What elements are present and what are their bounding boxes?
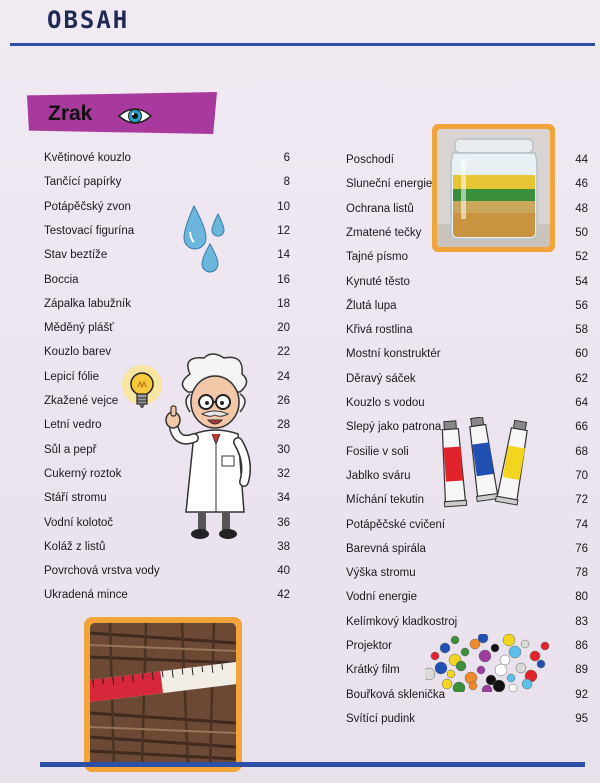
confetti-dot bbox=[516, 663, 526, 673]
confetti-dot bbox=[537, 660, 545, 668]
toc-entry-title: Koláž z listů bbox=[44, 540, 106, 553]
toc-entry[interactable] bbox=[44, 294, 294, 314]
confetti-dot bbox=[530, 651, 540, 661]
toc-entry-title: Zkažené vejce bbox=[44, 395, 119, 407]
confetti-dot bbox=[442, 679, 452, 689]
toc-entry-page: 86 bbox=[575, 640, 588, 652]
confetti-dot bbox=[425, 668, 435, 680]
toc-entry-page: 58 bbox=[575, 324, 588, 337]
toc-entry-title: Sůl a pepř bbox=[44, 443, 97, 456]
toc-entry-title: Kouzlo barev bbox=[44, 346, 112, 359]
toc-entry-title: Kelímkový kladkostroj bbox=[346, 615, 458, 628]
toc-entry-page: 32 bbox=[277, 467, 290, 480]
confetti-dot bbox=[478, 634, 488, 643]
tree-bark-tape-photo bbox=[84, 617, 242, 772]
toc-entry-page: 78 bbox=[575, 567, 588, 580]
confetti-dot bbox=[447, 670, 455, 678]
toc-entry[interactable] bbox=[44, 585, 294, 605]
toc-entry-page: 68 bbox=[575, 445, 588, 458]
confetti-dot bbox=[509, 684, 517, 692]
toc-entry-page: 72 bbox=[575, 494, 588, 507]
toc-entry[interactable] bbox=[44, 245, 294, 265]
toc-entry-title: Povrchová vrstva vody bbox=[44, 565, 160, 578]
confetti-dot bbox=[431, 652, 439, 660]
toc-entry[interactable] bbox=[346, 369, 591, 389]
top-divider bbox=[10, 43, 595, 46]
toc-entry[interactable] bbox=[44, 318, 294, 338]
toc-entry-title: Svítící pudink bbox=[346, 712, 416, 725]
toc-entry-page: 62 bbox=[575, 372, 588, 385]
toc-entry-title: Slepý jako patrona bbox=[346, 421, 442, 434]
toc-entry-page: 44 bbox=[575, 154, 588, 166]
toc-entry-title: Cukerný roztok bbox=[44, 467, 122, 480]
confetti-dot bbox=[507, 674, 515, 682]
toc-entry-title: Žlutá lupa bbox=[346, 299, 397, 312]
toc-entry-title: Boccia bbox=[44, 273, 79, 286]
toc-entry-page: 26 bbox=[277, 395, 290, 407]
confetti-dot bbox=[451, 636, 459, 644]
toc-entry-page: 34 bbox=[277, 492, 290, 505]
toc-entry-page: 60 bbox=[575, 348, 588, 361]
toc-entry-title: Zápalka labužník bbox=[44, 297, 131, 310]
confetti-dot bbox=[482, 685, 492, 692]
toc-entry-title: Děravý sáček bbox=[346, 372, 416, 385]
toc-entry[interactable] bbox=[44, 148, 294, 168]
toc-entry[interactable] bbox=[346, 587, 591, 607]
toc-entry[interactable] bbox=[346, 296, 591, 316]
confetti-dot bbox=[495, 664, 507, 676]
confetti-dots-icon bbox=[425, 634, 550, 692]
toc-entry-title: Fosilie v soli bbox=[346, 445, 409, 458]
toc-entry-page: 8 bbox=[283, 176, 290, 189]
toc-entry-title: Křivá rostlina bbox=[346, 324, 413, 337]
confetti-dot bbox=[522, 679, 532, 689]
toc-entry-title: Výška stromu bbox=[346, 567, 416, 580]
toc-entry-title: Kynuté těsto bbox=[346, 275, 410, 288]
toc-entry-title: Potápěčský zvon bbox=[44, 200, 131, 213]
toc-entry-page: 66 bbox=[575, 421, 588, 434]
toc-entry-title: Krátký film bbox=[346, 664, 400, 677]
confetti-dot bbox=[493, 680, 505, 692]
confetti-dot bbox=[453, 682, 465, 692]
toc-entry[interactable] bbox=[44, 270, 294, 290]
toc-entry-page: 30 bbox=[277, 443, 290, 456]
confetti-dot bbox=[479, 650, 491, 662]
confetti-dot bbox=[541, 642, 549, 650]
toc-entry-title: Měděný plášť bbox=[44, 322, 114, 335]
toc-entry-title: Jablko sváru bbox=[346, 469, 411, 482]
toc-entry-page: 24 bbox=[277, 370, 290, 383]
confetti-dot bbox=[509, 646, 521, 658]
confetti-dot bbox=[503, 634, 515, 646]
toc-entry-page: 6 bbox=[283, 152, 290, 164]
toc-entry-title: Ochrana listů bbox=[346, 202, 414, 215]
bottom-divider bbox=[40, 762, 585, 767]
toc-entry-page: 40 bbox=[277, 565, 290, 578]
confetti-dot bbox=[465, 672, 477, 684]
toc-entry[interactable] bbox=[44, 561, 294, 581]
toc-entry-page: 56 bbox=[575, 299, 588, 312]
toc-entry-page: 36 bbox=[277, 516, 290, 529]
confetti-dot bbox=[461, 648, 469, 656]
toc-entry-page: 74 bbox=[575, 518, 588, 531]
toc-entry-title: Kouzlo s vodou bbox=[346, 397, 425, 409]
toc-entry[interactable] bbox=[346, 393, 591, 413]
toc-entry-title: Lepicí fólie bbox=[44, 370, 99, 383]
paint-tubes-icon bbox=[437, 417, 537, 511]
toc-entry-title: Barevná spirála bbox=[346, 542, 426, 555]
toc-entry[interactable] bbox=[346, 563, 591, 583]
toc-entry-page: 92 bbox=[575, 688, 588, 701]
toc-entry-title: Vodní kolotoč bbox=[44, 516, 114, 529]
toc-entry-page: 46 bbox=[575, 178, 588, 191]
toc-entry-title: Tajné písmo bbox=[346, 251, 409, 264]
confetti-dot bbox=[456, 661, 466, 671]
toc-entry-title: Květinové kouzlo bbox=[44, 152, 131, 164]
toc-entry[interactable] bbox=[346, 344, 591, 364]
confetti-dot bbox=[491, 644, 499, 652]
toc-entry-title: Tančící papírky bbox=[44, 176, 122, 189]
toc-entry-page: 50 bbox=[575, 226, 588, 239]
confetti-dot bbox=[440, 643, 450, 653]
toc-entry-page: 22 bbox=[277, 346, 290, 359]
toc-entry-page: 83 bbox=[575, 615, 588, 628]
toc-entry-page: 48 bbox=[575, 202, 588, 215]
toc-entry-page: 89 bbox=[575, 664, 588, 677]
toc-entry[interactable] bbox=[346, 612, 591, 632]
toc-entry-page: 70 bbox=[575, 469, 588, 482]
toc-entry-page: 54 bbox=[575, 275, 588, 288]
water-drops-icon bbox=[172, 200, 234, 278]
scientist-illustration bbox=[160, 352, 262, 542]
toc-entry[interactable] bbox=[44, 221, 294, 241]
confetti-dot bbox=[435, 662, 447, 674]
toc-entry-page: 42 bbox=[277, 589, 290, 602]
section-label: Zrak bbox=[48, 102, 93, 125]
toc-entry-title: Stav beztíže bbox=[44, 249, 108, 262]
toc-entry-title: Vodní energie bbox=[346, 591, 417, 604]
toc-entry-page: 52 bbox=[575, 251, 588, 264]
toc-entry-page: 16 bbox=[277, 273, 290, 286]
eye-icon bbox=[117, 104, 153, 128]
toc-entry-title: Stáří stromu bbox=[44, 492, 107, 505]
toc-entry-page: 80 bbox=[575, 591, 588, 604]
toc-entry-title: Poschodí bbox=[346, 154, 394, 166]
toc-entry-page: 14 bbox=[277, 249, 290, 262]
toc-entry-title: Projektor bbox=[346, 640, 393, 652]
toc-entry-title: Mostní konstruktér bbox=[346, 348, 441, 361]
toc-entry[interactable] bbox=[346, 709, 591, 729]
toc-entry-page: 28 bbox=[277, 419, 290, 432]
toc-entry-title: Letní vedro bbox=[44, 419, 102, 432]
confetti-dot bbox=[469, 682, 477, 690]
toc-entry[interactable] bbox=[346, 320, 591, 340]
page-title: OBSAH bbox=[47, 6, 130, 34]
toc-entry-title: Ukradená mince bbox=[44, 589, 128, 602]
toc-entry[interactable] bbox=[346, 515, 591, 535]
toc-entry-title: Testovací figurína bbox=[44, 224, 135, 237]
toc-entry-title: Zmatené tečky bbox=[346, 226, 422, 239]
toc-entry-page: 12 bbox=[277, 224, 290, 237]
toc-entry[interactable] bbox=[44, 172, 294, 192]
toc-entry-page: 64 bbox=[575, 397, 588, 409]
toc-entry-title: Míchání tekutin bbox=[346, 494, 424, 507]
confetti-dot bbox=[477, 666, 485, 674]
layered-jar-photo bbox=[432, 124, 555, 252]
toc-entry-page: 18 bbox=[277, 297, 290, 310]
toc-entry-page: 95 bbox=[575, 712, 588, 725]
toc-entry-title: Bouřková sklenička bbox=[346, 688, 446, 701]
toc-entry-title: Potápěčské cvičení bbox=[346, 518, 446, 531]
confetti-dot bbox=[521, 640, 529, 648]
toc-entry-page: 20 bbox=[277, 322, 290, 335]
toc-entry-page: 76 bbox=[575, 542, 588, 555]
toc-entry-page: 38 bbox=[277, 540, 290, 553]
toc-entry[interactable] bbox=[346, 539, 591, 559]
toc-entry[interactable] bbox=[44, 197, 294, 217]
toc-entry-page: 10 bbox=[277, 200, 290, 213]
toc-entry-title: Sluneční energie bbox=[346, 178, 433, 191]
confetti-dot bbox=[500, 655, 510, 665]
toc-entry[interactable] bbox=[346, 272, 591, 292]
